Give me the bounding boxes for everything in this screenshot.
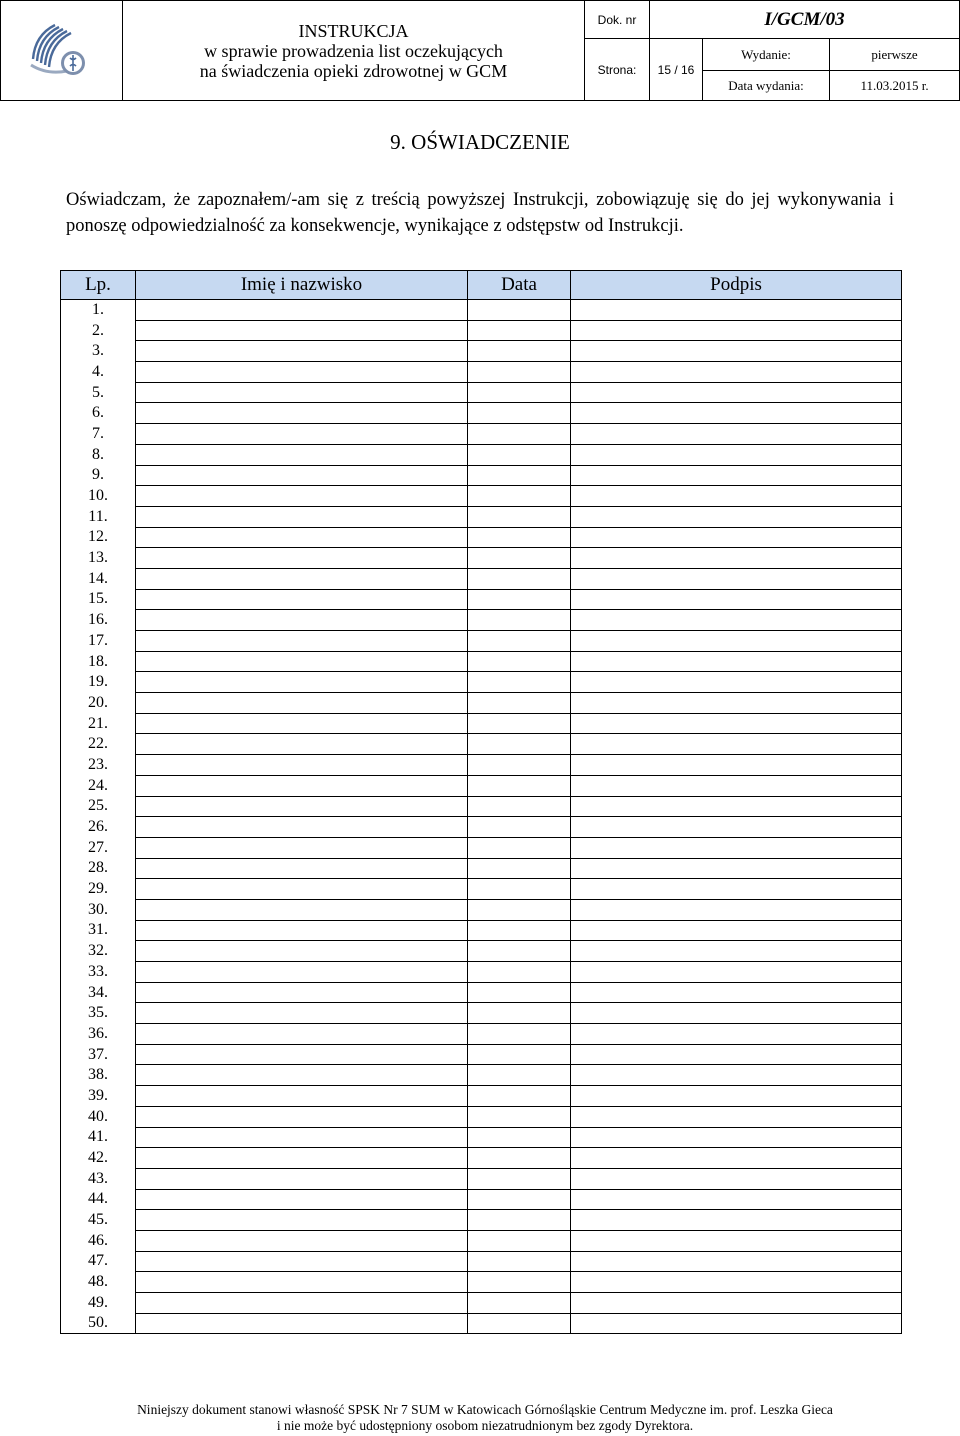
name-cell[interactable] <box>136 1127 468 1148</box>
table-row <box>61 879 902 900</box>
table-row <box>61 444 902 465</box>
date-cell[interactable] <box>468 341 571 362</box>
signature-cell[interactable] <box>571 1230 902 1251</box>
signature-cell[interactable] <box>571 589 902 610</box>
issue-date-label: Data wydania: <box>703 71 830 101</box>
name-cell[interactable] <box>136 341 468 362</box>
date-cell[interactable] <box>468 424 571 445</box>
table-row <box>61 1168 902 1189</box>
table-row <box>61 1024 902 1045</box>
row-number: 14. <box>61 568 136 589</box>
date-cell[interactable] <box>468 693 571 714</box>
row-number: 26. <box>61 817 136 838</box>
date-cell[interactable] <box>468 1189 571 1210</box>
signature-cell[interactable] <box>571 879 902 900</box>
name-cell[interactable] <box>136 1044 468 1065</box>
name-cell[interactable] <box>136 444 468 465</box>
name-cell[interactable] <box>136 362 468 383</box>
signature-cell[interactable] <box>571 796 902 817</box>
table-row <box>61 962 902 983</box>
table-row <box>61 1044 902 1065</box>
name-cell[interactable] <box>136 920 468 941</box>
signature-cell[interactable] <box>571 1086 902 1107</box>
signature-cell[interactable] <box>571 444 902 465</box>
row-number: 38. <box>61 1065 136 1086</box>
document-header <box>0 0 960 101</box>
logo-cell <box>1 1 123 101</box>
row-number: 9. <box>61 465 136 486</box>
date-cell[interactable] <box>468 1106 571 1127</box>
name-cell[interactable] <box>136 1189 468 1210</box>
table-row <box>61 899 902 920</box>
row-number: 12. <box>61 527 136 548</box>
table-row <box>61 1210 902 1231</box>
signature-cell[interactable] <box>571 1293 902 1314</box>
table-row <box>61 713 902 734</box>
table-row <box>61 1272 902 1293</box>
date-cell[interactable] <box>468 465 571 486</box>
row-number: 22. <box>61 734 136 755</box>
signature-cell[interactable] <box>571 527 902 548</box>
date-cell[interactable] <box>468 713 571 734</box>
table-row <box>61 1003 902 1024</box>
date-cell[interactable] <box>468 837 571 858</box>
doc-nr-value: I/GCM/03 <box>650 1 960 39</box>
date-cell[interactable] <box>468 1148 571 1169</box>
signature-cell[interactable] <box>571 506 902 527</box>
name-cell[interactable] <box>136 465 468 486</box>
name-cell[interactable] <box>136 1065 468 1086</box>
row-number: 8. <box>61 444 136 465</box>
name-cell[interactable] <box>136 1313 468 1334</box>
table-body <box>61 300 902 1334</box>
row-number: 30. <box>61 899 136 920</box>
date-cell[interactable] <box>468 755 571 776</box>
signature-cell[interactable] <box>571 962 902 983</box>
name-cell[interactable] <box>136 1086 468 1107</box>
signature-cell[interactable] <box>571 1148 902 1169</box>
date-cell[interactable] <box>468 1003 571 1024</box>
name-cell[interactable] <box>136 548 468 569</box>
statement-text: Oświadczam, że zapoznałem/-am się z treścią powyższej Instrukcji, zobowiązuję się do jej wykonywania i ponoszę odpowiedzialność za konsekwencje, wynikające z odstępstw od Instrukcji. <box>66 190 894 236</box>
date-cell[interactable] <box>468 486 571 507</box>
name-cell[interactable] <box>136 1168 468 1189</box>
row-number: 29. <box>61 879 136 900</box>
table-row <box>61 568 902 589</box>
signature-cell[interactable] <box>571 817 902 838</box>
date-cell[interactable] <box>468 527 571 548</box>
table-row <box>61 858 902 879</box>
title-line-2: w sprawie prowadzenia list oczekujących <box>204 40 503 61</box>
row-number: 7. <box>61 424 136 445</box>
name-cell[interactable] <box>136 631 468 652</box>
row-number: 23. <box>61 755 136 776</box>
row-number: 16. <box>61 610 136 631</box>
header-name: Imię i nazwisko <box>136 271 468 300</box>
table-row <box>61 1230 902 1251</box>
signature-cell[interactable] <box>571 568 902 589</box>
signature-cell[interactable] <box>571 1024 902 1045</box>
table-row <box>61 817 902 838</box>
name-cell[interactable] <box>136 962 468 983</box>
name-cell[interactable] <box>136 403 468 424</box>
table-row <box>61 755 902 776</box>
date-cell[interactable] <box>468 672 571 693</box>
row-number: 5. <box>61 382 136 403</box>
date-cell[interactable] <box>468 320 571 341</box>
signature-cell[interactable] <box>571 610 902 631</box>
name-cell[interactable] <box>136 982 468 1003</box>
row-number: 50. <box>61 1313 136 1334</box>
signature-cell[interactable] <box>571 1210 902 1231</box>
signature-cell[interactable] <box>571 920 902 941</box>
name-cell[interactable] <box>136 755 468 776</box>
table-row <box>61 1251 902 1272</box>
name-cell[interactable] <box>136 424 468 445</box>
table-row <box>61 1127 902 1148</box>
row-number: 17. <box>61 631 136 652</box>
date-cell[interactable] <box>468 1230 571 1251</box>
date-cell[interactable] <box>468 631 571 652</box>
row-number: 20. <box>61 693 136 714</box>
date-cell[interactable] <box>468 403 571 424</box>
signature-cell[interactable] <box>571 837 902 858</box>
table-row <box>61 982 902 1003</box>
date-cell[interactable] <box>468 651 571 672</box>
row-number: 35. <box>61 1003 136 1024</box>
table-row <box>61 320 902 341</box>
name-cell[interactable] <box>136 651 468 672</box>
page-value: 15 / 16 <box>650 39 703 101</box>
date-cell[interactable] <box>468 300 571 321</box>
row-number: 46. <box>61 1230 136 1251</box>
date-cell[interactable] <box>468 982 571 1003</box>
row-number: 44. <box>61 1189 136 1210</box>
table-row <box>61 589 902 610</box>
gcm-logo-icon <box>27 17 97 79</box>
signature-cell[interactable] <box>571 1189 902 1210</box>
row-number: 25. <box>61 796 136 817</box>
name-cell[interactable] <box>136 713 468 734</box>
signature-cell[interactable] <box>571 1106 902 1127</box>
footer <box>0 1402 960 1434</box>
date-cell[interactable] <box>468 444 571 465</box>
header-lp: Lp. <box>61 271 136 300</box>
name-cell[interactable] <box>136 1210 468 1231</box>
signature-cell[interactable] <box>571 713 902 734</box>
row-number: 43. <box>61 1168 136 1189</box>
date-cell[interactable] <box>468 941 571 962</box>
date-cell[interactable] <box>468 817 571 838</box>
date-cell[interactable] <box>468 899 571 920</box>
signature-cell[interactable] <box>571 548 902 569</box>
row-number: 10. <box>61 486 136 507</box>
row-number: 2. <box>61 320 136 341</box>
signature-cell[interactable] <box>571 424 902 445</box>
table-row <box>61 382 902 403</box>
table-row <box>61 1065 902 1086</box>
signature-table <box>60 270 902 1334</box>
date-cell[interactable] <box>468 548 571 569</box>
date-cell[interactable] <box>468 382 571 403</box>
table-row <box>61 506 902 527</box>
row-number: 24. <box>61 775 136 796</box>
name-cell[interactable] <box>136 1003 468 1024</box>
date-cell[interactable] <box>468 796 571 817</box>
row-number: 36. <box>61 1024 136 1045</box>
row-number: 21. <box>61 713 136 734</box>
row-number: 19. <box>61 672 136 693</box>
table-row <box>61 527 902 548</box>
name-cell[interactable] <box>136 941 468 962</box>
date-cell[interactable] <box>468 506 571 527</box>
signature-cell[interactable] <box>571 1065 902 1086</box>
date-cell[interactable] <box>468 1168 571 1189</box>
signature-cell[interactable] <box>571 486 902 507</box>
footer-line-2: i nie może być udostępniony osobom niezatrudnionym bez zgody Dyrektora. <box>276 1418 694 1433</box>
name-cell[interactable] <box>136 817 468 838</box>
row-number: 37. <box>61 1044 136 1065</box>
date-cell[interactable] <box>468 1272 571 1293</box>
row-number: 39. <box>61 1086 136 1107</box>
signature-cell[interactable] <box>571 672 902 693</box>
signature-cell[interactable] <box>571 858 902 879</box>
name-cell[interactable] <box>136 589 468 610</box>
table-row <box>61 837 902 858</box>
table-row <box>61 300 902 321</box>
row-number: 15. <box>61 589 136 610</box>
date-cell[interactable] <box>468 879 571 900</box>
signature-cell[interactable] <box>571 1003 902 1024</box>
date-cell[interactable] <box>468 1065 571 1086</box>
table-header-row <box>61 271 902 300</box>
row-number: 18. <box>61 651 136 672</box>
table-row <box>61 465 902 486</box>
signature-cell[interactable] <box>571 1127 902 1148</box>
table-row <box>61 610 902 631</box>
table-row <box>61 775 902 796</box>
row-number: 41. <box>61 1127 136 1148</box>
signature-cell[interactable] <box>571 1044 902 1065</box>
table-row <box>61 920 902 941</box>
signature-cell[interactable] <box>571 1168 902 1189</box>
date-cell[interactable] <box>468 610 571 631</box>
name-cell[interactable] <box>136 899 468 920</box>
signature-cell[interactable] <box>571 651 902 672</box>
signature-cell[interactable] <box>571 775 902 796</box>
table-row <box>61 672 902 693</box>
name-cell[interactable] <box>136 568 468 589</box>
table-row <box>61 341 902 362</box>
row-number: 32. <box>61 941 136 962</box>
table-row <box>61 796 902 817</box>
name-cell[interactable] <box>136 796 468 817</box>
row-number: 6. <box>61 403 136 424</box>
title-line-3: na świadczenia opieki zdrowotnej w GCM <box>199 60 508 81</box>
signature-cell[interactable] <box>571 320 902 341</box>
signature-cell[interactable] <box>571 941 902 962</box>
name-cell[interactable] <box>136 527 468 548</box>
date-cell[interactable] <box>468 362 571 383</box>
table-row <box>61 403 902 424</box>
date-cell[interactable] <box>468 1086 571 1107</box>
header-signature: Podpis <box>571 271 902 300</box>
signature-cell[interactable] <box>571 693 902 714</box>
section-title: 9. OŚWIADCZENIE <box>390 130 570 154</box>
row-number: 13. <box>61 548 136 569</box>
table-row <box>61 1313 902 1334</box>
signature-cell[interactable] <box>571 734 902 755</box>
name-cell[interactable] <box>136 672 468 693</box>
row-number: 47. <box>61 1251 136 1272</box>
name-cell[interactable] <box>136 858 468 879</box>
table-row <box>61 651 902 672</box>
signature-cell[interactable] <box>571 899 902 920</box>
name-cell[interactable] <box>136 1272 468 1293</box>
signature-cell[interactable] <box>571 631 902 652</box>
date-cell[interactable] <box>468 1313 571 1334</box>
edition-value: pierwsze <box>830 39 960 71</box>
name-cell[interactable] <box>136 486 468 507</box>
table-row <box>61 631 902 652</box>
table-row <box>61 1189 902 1210</box>
name-cell[interactable] <box>136 693 468 714</box>
name-cell[interactable] <box>136 1106 468 1127</box>
row-number: 27. <box>61 837 136 858</box>
signature-cell[interactable] <box>571 1251 902 1272</box>
table-row <box>61 548 902 569</box>
signature-cell[interactable] <box>571 982 902 1003</box>
signature-cell[interactable] <box>571 1272 902 1293</box>
row-number: 49. <box>61 1293 136 1314</box>
table-row <box>61 1148 902 1169</box>
date-cell[interactable] <box>468 1044 571 1065</box>
document-title <box>123 1 585 101</box>
date-cell[interactable] <box>468 858 571 879</box>
signature-cell[interactable] <box>571 465 902 486</box>
signature-cell[interactable] <box>571 362 902 383</box>
date-cell[interactable] <box>468 734 571 755</box>
table-row <box>61 693 902 714</box>
doc-nr-label: Dok. nr <box>585 1 650 39</box>
name-cell[interactable] <box>136 382 468 403</box>
row-number: 1. <box>61 300 136 321</box>
date-cell[interactable] <box>468 1024 571 1045</box>
row-number: 45. <box>61 1210 136 1231</box>
name-cell[interactable] <box>136 775 468 796</box>
title-line-1: INSTRUKCJA <box>298 20 409 41</box>
table-row <box>61 486 902 507</box>
name-cell[interactable] <box>136 320 468 341</box>
table-row <box>61 734 902 755</box>
date-cell[interactable] <box>468 1251 571 1272</box>
name-cell[interactable] <box>136 1230 468 1251</box>
row-number: 4. <box>61 362 136 383</box>
name-cell[interactable] <box>136 1293 468 1314</box>
date-cell[interactable] <box>468 589 571 610</box>
name-cell[interactable] <box>136 610 468 631</box>
row-number: 40. <box>61 1106 136 1127</box>
row-number: 48. <box>61 1272 136 1293</box>
name-cell[interactable] <box>136 1148 468 1169</box>
table-row <box>61 362 902 383</box>
table-row <box>61 424 902 445</box>
footer-line-1: Niniejszy dokument stanowi własność SPSK Nr 7 SUM w Katowicach Górnośląskie Centrum Medyczne im. prof. Leszka Gieca <box>137 1402 833 1417</box>
name-cell[interactable] <box>136 837 468 858</box>
row-number: 3. <box>61 341 136 362</box>
signature-cell[interactable] <box>571 382 902 403</box>
date-cell[interactable] <box>468 1127 571 1148</box>
name-cell[interactable] <box>136 879 468 900</box>
row-number: 42. <box>61 1148 136 1169</box>
header-date: Data <box>468 271 571 300</box>
name-cell[interactable] <box>136 734 468 755</box>
table-row <box>61 1086 902 1107</box>
signature-cell[interactable] <box>571 403 902 424</box>
edition-label: Wydanie: <box>703 39 830 71</box>
page-label: Strona: <box>585 39 650 101</box>
signature-cell[interactable] <box>571 341 902 362</box>
date-cell[interactable] <box>468 568 571 589</box>
name-cell[interactable] <box>136 300 468 321</box>
signature-cell[interactable] <box>571 1313 902 1334</box>
row-number: 31. <box>61 920 136 941</box>
signature-cell[interactable] <box>571 300 902 321</box>
name-cell[interactable] <box>136 1251 468 1272</box>
table-row <box>61 1106 902 1127</box>
row-number: 11. <box>61 506 136 527</box>
name-cell[interactable] <box>136 1024 468 1045</box>
date-cell[interactable] <box>468 962 571 983</box>
table-row <box>61 941 902 962</box>
signature-cell[interactable] <box>571 755 902 776</box>
row-number: 34. <box>61 982 136 1003</box>
date-cell[interactable] <box>468 1210 571 1231</box>
date-cell[interactable] <box>468 775 571 796</box>
table-row <box>61 1293 902 1314</box>
date-cell[interactable] <box>468 920 571 941</box>
row-number: 33. <box>61 962 136 983</box>
issue-date-value: 11.03.2015 r. <box>830 71 960 101</box>
row-number: 28. <box>61 858 136 879</box>
name-cell[interactable] <box>136 506 468 527</box>
date-cell[interactable] <box>468 1293 571 1314</box>
